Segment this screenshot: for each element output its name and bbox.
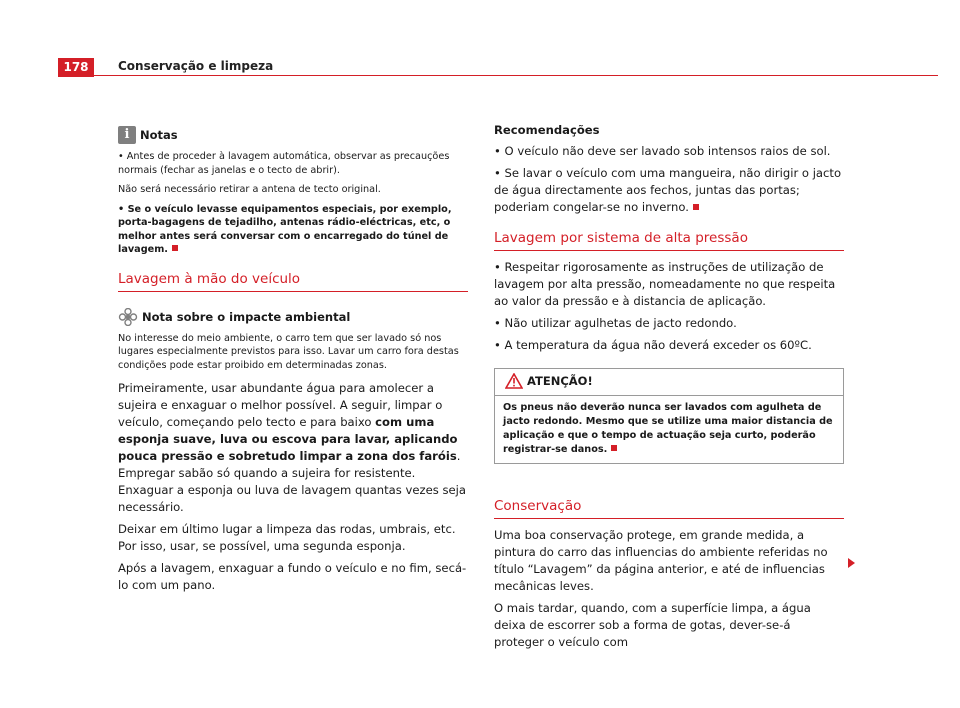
page-header [58, 58, 938, 78]
high-pressure-item-3: • A temperatura da água não deverá exceder os 60ºC. [494, 338, 812, 352]
section-title-conservation: Conservação [494, 498, 844, 519]
high-pressure-item-2: • Não utilizar agulhetas de jacto redondo. [494, 316, 737, 330]
note-paragraph-3: • Se o veículo levasse equipamentos especiais, por exemplo, porta-bagagens de tejadilho, antenas rádio-eléctricas, etc, o melhor antes será conversar com o encarregado do túnel de lavagem. [118, 203, 452, 255]
warning-text: Os pneus não deverão nunca ser lavados com agulheta de jacto redondo. Mesmo que se utilize uma maior distancia de aplicação e que o tempo de actuação seja curto, poderão registrar-se danos. [503, 402, 833, 455]
continue-arrow-icon [848, 558, 855, 568]
env-note-text: No interesse do meio ambiente, o carro tem que ser lavado só nos lugares especialmente previstos para isso. Lavar um carro fora destas condições pode estar proibido em determinadas zonas. [118, 332, 459, 371]
warning-triangle-icon [505, 373, 523, 389]
end-marker [693, 204, 699, 210]
high-pressure-item-1: • Respeitar rigorosamente as instruções de utilização de lavagem por alta pressão, nomeadamente no que respeita ao valor da pressão e à distancia de aplicação. [494, 260, 836, 308]
info-icon: i [118, 126, 136, 144]
right-column [494, 120, 844, 656]
conservation-paragraph-1: Uma boa conservação protege, em grande medida, a pintura do carro das influencias do ambiente referidas no título “Lavagem” da página anterior, e até de influencias mecânicas leves. [494, 528, 828, 593]
end-marker [172, 245, 178, 251]
warning-box [494, 368, 844, 464]
conservation-paragraph-2: O mais tardar, quando, com a superfície limpa, a água deixa de escorrer sob a forma de gotas, dever-se-á proteger o veículo com [494, 601, 811, 649]
section-title-hand-wash: Lavagem à mão do veículo [118, 271, 468, 292]
page-number: 178 [58, 58, 94, 77]
warning-title: ATENÇÃO! [527, 374, 593, 388]
env-note-title: Nota sobre o impacte ambiental [142, 309, 351, 324]
left-column [118, 120, 468, 599]
header-rule [94, 75, 938, 76]
flower-icon [118, 308, 138, 326]
note-paragraph-1: • Antes de proceder à lavagem automática, observar as precauções normais (fechar as janelas e o tecto de abrir). [118, 151, 450, 176]
chapter-title: Conservação e limpeza [118, 59, 274, 73]
env-note-heading [118, 308, 468, 326]
section-title-high-pressure: Lavagem por sistema de alta pressão [494, 230, 844, 251]
notes-heading [118, 126, 468, 144]
recommendation-2: • Se lavar o veículo com uma mangueira, não dirigir o jacto de água directamente aos fechos, juntas das portas; poderiam congelar-se no inverno. [494, 166, 842, 214]
warning-header [495, 369, 843, 396]
hand-wash-paragraph-3: Após a lavagem, enxaguar a fundo o veículo e no fim, secá-lo com um pano. [118, 561, 467, 592]
hand-wash-paragraph-1: Primeiramente, usar abundante água para amolecer a sujeira e enxaguar o melhor possível. A seguir, limpar o veículo, começando pelo tecto e para baixo com uma esponja suave, luva ou escova para lavar, aplicando pouca pressão e sobretudo limpar a zona dos faróis. Empregar sabão só quando a sujeira for resistente. Enxaguar a esponja ou luva de lavagem quantas vezes seja necessário. [118, 381, 466, 514]
recommendations-title: Recomendações [494, 123, 600, 137]
note-paragraph-2: Não será necessário retirar a antena de tecto original. [118, 184, 381, 195]
recommendation-1: • O veículo não deve ser lavado sob intensos raios de sol. [494, 144, 831, 158]
hand-wash-paragraph-2: Deixar em último lugar a limpeza das rodas, umbrais, etc. Por isso, usar, se possível, uma segunda esponja. [118, 522, 456, 553]
notes-title: Notas [140, 128, 178, 142]
end-marker [611, 445, 617, 451]
